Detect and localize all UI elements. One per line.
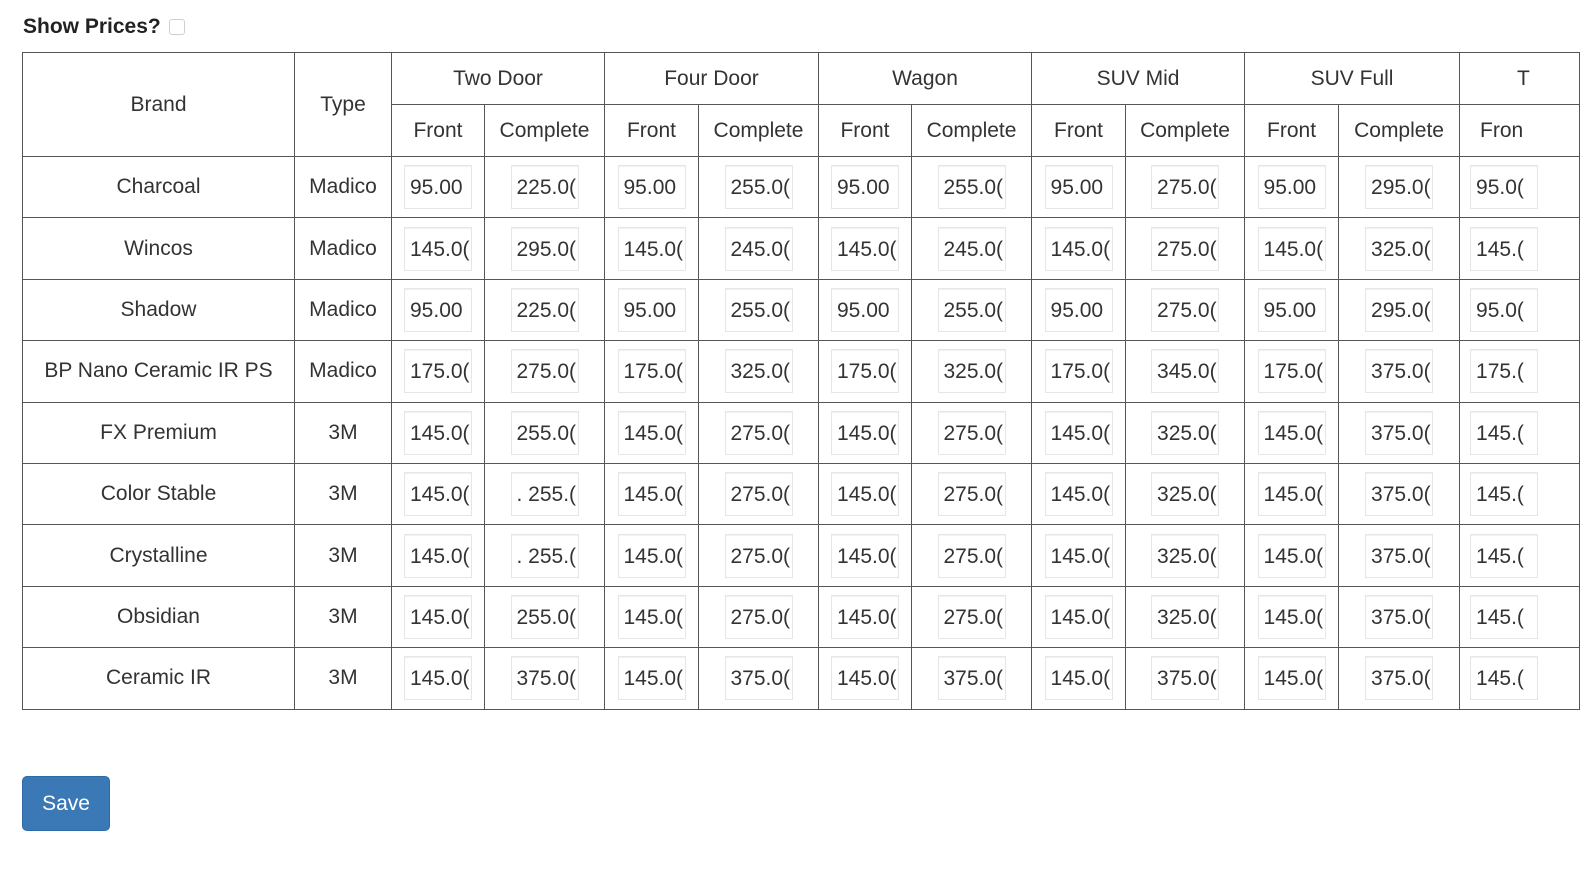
price-cell	[1245, 525, 1339, 586]
price-cell	[1245, 157, 1339, 218]
price-cell	[1339, 341, 1460, 402]
price-input[interactable]: 255.0(	[938, 288, 1006, 332]
group-header: SUV Mid	[1032, 53, 1245, 105]
price-cell	[485, 463, 605, 524]
price-cell	[392, 402, 485, 463]
price-cell	[1126, 586, 1245, 647]
price-cell	[1032, 402, 1126, 463]
price-input[interactable]: 245.0(	[725, 227, 793, 271]
price-cell	[1339, 525, 1460, 586]
price-input[interactable]: 145.0(	[404, 534, 472, 578]
show-prices-toggle	[23, 14, 185, 40]
price-input[interactable]: 375.0(	[1365, 656, 1433, 700]
sub-header: Complete	[485, 105, 605, 157]
price-input[interactable]: 145.0(	[1258, 411, 1326, 455]
price-input[interactable]: 145.0(	[1258, 656, 1326, 700]
brand-cell: Obsidian	[23, 586, 295, 647]
type-cell: 3M	[295, 586, 392, 647]
price-input[interactable]: 145.0(	[618, 656, 686, 700]
price-input[interactable]: 95.00	[618, 165, 686, 209]
price-cell	[1032, 648, 1126, 709]
price-cell	[605, 463, 699, 524]
table-row	[23, 525, 1580, 586]
type-cell: Madico	[295, 157, 392, 218]
price-input[interactable]: . 255.(	[511, 472, 579, 516]
price-input[interactable]: 145.0(	[1045, 411, 1113, 455]
group-header: Two Door	[392, 53, 605, 105]
price-cell	[605, 648, 699, 709]
price-input[interactable]: 275.0(	[725, 411, 793, 455]
price-input[interactable]: 275.0(	[725, 534, 793, 578]
price-input[interactable]: 295.0(	[1365, 165, 1433, 209]
table-row	[23, 157, 1580, 218]
price-input[interactable]: 145.(	[1470, 534, 1538, 578]
brand-cell: Crystalline	[23, 525, 295, 586]
price-input[interactable]: 375.0(	[938, 656, 1006, 700]
price-cell	[1245, 463, 1339, 524]
price-input[interactable]: 145.0(	[831, 227, 899, 271]
price-input[interactable]: 275.0(	[938, 595, 1006, 639]
group-header: T	[1460, 53, 1580, 105]
price-cell	[1032, 218, 1126, 279]
table-row	[23, 586, 1580, 647]
price-cell	[1032, 279, 1126, 340]
brand-header: Brand	[23, 53, 295, 157]
sub-header: Complete	[699, 105, 819, 157]
price-input[interactable]: 145.0(	[1045, 595, 1113, 639]
price-input[interactable]: 145.(	[1470, 595, 1538, 639]
price-input[interactable]: 145.0(	[1258, 472, 1326, 516]
sub-header: Front	[819, 105, 912, 157]
price-input[interactable]: 145.0(	[404, 472, 472, 516]
price-cell	[1339, 279, 1460, 340]
price-input[interactable]: 145.0(	[1045, 656, 1113, 700]
sub-header: Front	[392, 105, 485, 157]
price-cell	[819, 218, 912, 279]
price-cell	[1460, 218, 1580, 279]
price-input[interactable]: 95.00	[831, 288, 899, 332]
group-header: Four Door	[605, 53, 819, 105]
price-cell	[392, 586, 485, 647]
price-cell	[1339, 218, 1460, 279]
price-cell	[1339, 648, 1460, 709]
table-row	[23, 218, 1580, 279]
price-cell	[1339, 402, 1460, 463]
sub-header: Front	[1032, 105, 1126, 157]
price-input[interactable]: 245.0(	[938, 227, 1006, 271]
price-cell	[485, 279, 605, 340]
price-cell	[1339, 586, 1460, 647]
price-input[interactable]: 95.00	[1258, 165, 1326, 209]
price-cell	[1245, 586, 1339, 647]
price-cell	[699, 648, 819, 709]
price-cell	[1460, 586, 1580, 647]
price-cell	[1126, 157, 1245, 218]
price-input[interactable]: 145.0(	[831, 595, 899, 639]
price-input[interactable]: 325.0(	[1151, 472, 1219, 516]
price-cell	[699, 157, 819, 218]
price-cell	[699, 279, 819, 340]
price-input[interactable]: 145.0(	[831, 656, 899, 700]
price-cell	[699, 341, 819, 402]
price-input[interactable]: 145.0(	[404, 656, 472, 700]
price-input[interactable]: 175.0(	[404, 349, 472, 393]
show-prices-label: Show Prices?	[23, 15, 161, 38]
price-cell	[1126, 341, 1245, 402]
price-cell	[605, 341, 699, 402]
show-prices-checkbox[interactable]	[169, 19, 185, 35]
price-cell	[605, 279, 699, 340]
price-input[interactable]: 275.0(	[938, 534, 1006, 578]
price-cell	[912, 586, 1032, 647]
price-input[interactable]: 175.0(	[831, 349, 899, 393]
type-cell: 3M	[295, 463, 392, 524]
price-input[interactable]: 95.00	[831, 165, 899, 209]
price-input[interactable]: 345.0(	[1151, 349, 1219, 393]
price-input[interactable]: 255.0(	[725, 288, 793, 332]
price-input[interactable]: 145.0(	[404, 227, 472, 271]
type-cell: 3M	[295, 648, 392, 709]
table-row	[23, 279, 1580, 340]
price-cell	[392, 648, 485, 709]
type-cell: 3M	[295, 402, 392, 463]
price-cell	[912, 463, 1032, 524]
price-input[interactable]: 255.0(	[725, 165, 793, 209]
price-input[interactable]: 275.0(	[1151, 227, 1219, 271]
price-input[interactable]: 95.00	[404, 288, 472, 332]
price-cell	[1126, 279, 1245, 340]
brand-cell: Charcoal	[23, 157, 295, 218]
price-input[interactable]: 255.0(	[938, 165, 1006, 209]
price-cell	[1126, 648, 1245, 709]
sub-header: Complete	[1126, 105, 1245, 157]
type-cell: Madico	[295, 341, 392, 402]
price-cell	[819, 279, 912, 340]
price-cell	[1245, 648, 1339, 709]
price-input[interactable]: 375.0(	[1151, 656, 1219, 700]
price-input[interactable]: 295.0(	[511, 227, 579, 271]
price-input[interactable]: 145.0(	[404, 595, 472, 639]
price-input[interactable]: 325.0(	[1151, 595, 1219, 639]
price-input[interactable]: 375.0(	[1365, 349, 1433, 393]
price-cell	[392, 157, 485, 218]
price-cell	[485, 341, 605, 402]
price-cell	[1460, 463, 1580, 524]
price-input[interactable]: 175.0(	[1258, 349, 1326, 393]
price-input[interactable]: 295.0(	[1365, 288, 1433, 332]
sub-header: Front	[1245, 105, 1339, 157]
price-cell	[1126, 525, 1245, 586]
price-input[interactable]: 275.0(	[938, 472, 1006, 516]
price-cell	[912, 279, 1032, 340]
price-input[interactable]: 145.(	[1470, 472, 1538, 516]
price-input[interactable]: 145.0(	[1045, 472, 1113, 516]
price-cell	[819, 402, 912, 463]
price-table	[22, 52, 1580, 710]
price-input[interactable]: 95.00	[1045, 165, 1113, 209]
price-cell	[1245, 279, 1339, 340]
price-input[interactable]: 95.00	[618, 288, 686, 332]
price-cell	[1032, 341, 1126, 402]
price-input[interactable]: 275.0(	[511, 349, 579, 393]
price-cell	[392, 463, 485, 524]
price-cell	[605, 525, 699, 586]
price-cell	[1460, 157, 1580, 218]
sub-header: Front	[605, 105, 699, 157]
price-input[interactable]: 255.0(	[511, 595, 579, 639]
price-cell	[1245, 218, 1339, 279]
price-cell	[1032, 463, 1126, 524]
price-input[interactable]: 145.0(	[618, 534, 686, 578]
brand-cell: Color Stable	[23, 463, 295, 524]
price-cell	[819, 525, 912, 586]
price-input[interactable]: 145.(	[1470, 411, 1538, 455]
price-input[interactable]: 375.0(	[1365, 595, 1433, 639]
price-input[interactable]: 175.0(	[618, 349, 686, 393]
price-cell	[392, 279, 485, 340]
price-cell	[819, 648, 912, 709]
price-cell	[485, 157, 605, 218]
price-input[interactable]: 375.0(	[1365, 472, 1433, 516]
price-cell	[912, 157, 1032, 218]
price-input[interactable]: 325.0(	[1151, 534, 1219, 578]
price-input[interactable]: 275.0(	[725, 472, 793, 516]
price-input[interactable]: 375.0(	[511, 656, 579, 700]
price-input[interactable]: 325.0(	[1151, 411, 1219, 455]
price-cell	[485, 525, 605, 586]
price-input[interactable]: 145.0(	[618, 595, 686, 639]
price-cell	[1126, 402, 1245, 463]
price-input[interactable]: 175.0(	[1045, 349, 1113, 393]
price-cell	[1245, 341, 1339, 402]
price-input[interactable]: 375.0(	[1365, 534, 1433, 578]
price-input[interactable]: 275.0(	[1151, 165, 1219, 209]
brand-cell: BP Nano Ceramic IR PS	[23, 341, 295, 402]
price-cell	[1126, 463, 1245, 524]
price-cell	[912, 525, 1032, 586]
price-input[interactable]: 275.0(	[725, 595, 793, 639]
price-cell	[392, 341, 485, 402]
price-cell	[1032, 157, 1126, 218]
price-cell	[485, 402, 605, 463]
price-input[interactable]: 145.0(	[831, 472, 899, 516]
price-input[interactable]: 145.0(	[1258, 227, 1326, 271]
price-cell	[1126, 218, 1245, 279]
price-input[interactable]: . 255.(	[511, 534, 579, 578]
price-cell	[912, 402, 1032, 463]
type-cell: 3M	[295, 525, 392, 586]
price-input[interactable]: 325.0(	[1365, 227, 1433, 271]
price-input[interactable]: 225.0(	[511, 165, 579, 209]
price-cell	[912, 648, 1032, 709]
price-input[interactable]: 145.0(	[404, 411, 472, 455]
price-cell	[605, 586, 699, 647]
group-header: SUV Full	[1245, 53, 1460, 105]
table-row	[23, 341, 1580, 402]
price-input[interactable]: 145.(	[1470, 656, 1538, 700]
price-cell	[699, 402, 819, 463]
price-input[interactable]: 175.(	[1470, 349, 1538, 393]
price-cell	[1460, 279, 1580, 340]
price-cell	[912, 341, 1032, 402]
type-cell: Madico	[295, 218, 392, 279]
price-input[interactable]: 325.0(	[938, 349, 1006, 393]
brand-cell: Shadow	[23, 279, 295, 340]
table-row	[23, 648, 1580, 709]
price-cell	[819, 341, 912, 402]
price-input[interactable]: 145.0(	[1045, 227, 1113, 271]
price-input[interactable]: 95.0(	[1470, 288, 1538, 332]
price-cell	[819, 157, 912, 218]
price-input[interactable]: 145.(	[1470, 227, 1538, 271]
price-cell	[1032, 525, 1126, 586]
price-cell	[699, 586, 819, 647]
table-body	[23, 157, 1580, 710]
table-row	[23, 463, 1580, 524]
price-input[interactable]: 255.0(	[511, 411, 579, 455]
price-input[interactable]: 145.0(	[1045, 534, 1113, 578]
price-cell	[1339, 157, 1460, 218]
price-cell	[392, 525, 485, 586]
price-input[interactable]: 375.0(	[1365, 411, 1433, 455]
price-cell	[1460, 648, 1580, 709]
price-cell	[699, 525, 819, 586]
price-cell	[485, 648, 605, 709]
price-input[interactable]: 145.0(	[618, 411, 686, 455]
price-cell	[605, 157, 699, 218]
price-cell	[605, 402, 699, 463]
price-input[interactable]: 275.0(	[1151, 288, 1219, 332]
price-cell	[1339, 463, 1460, 524]
price-input[interactable]: 145.0(	[831, 534, 899, 578]
table-row	[23, 402, 1580, 463]
sub-header: Complete	[912, 105, 1032, 157]
price-cell	[912, 218, 1032, 279]
price-cell	[1032, 586, 1126, 647]
brand-cell: Wincos	[23, 218, 295, 279]
price-cell	[1460, 402, 1580, 463]
price-input[interactable]: 145.0(	[618, 227, 686, 271]
price-cell	[485, 218, 605, 279]
price-cell	[605, 218, 699, 279]
group-header: Wagon	[819, 53, 1032, 105]
price-cell	[1460, 525, 1580, 586]
price-input[interactable]: 325.0(	[725, 349, 793, 393]
price-input[interactable]: 95.0(	[1470, 165, 1538, 209]
price-input[interactable]: 145.0(	[1258, 534, 1326, 578]
price-cell	[1460, 341, 1580, 402]
price-cell	[819, 463, 912, 524]
price-cell	[392, 218, 485, 279]
group-header-row	[23, 53, 1580, 105]
type-header: Type	[295, 53, 392, 157]
price-cell	[485, 586, 605, 647]
brand-cell: FX Premium	[23, 402, 295, 463]
price-cell	[699, 463, 819, 524]
price-input[interactable]: 145.0(	[618, 472, 686, 516]
price-input[interactable]: 95.00	[1045, 288, 1113, 332]
price-input[interactable]: 225.0(	[511, 288, 579, 332]
price-input[interactable]: 145.0(	[1258, 595, 1326, 639]
sub-header: Fron	[1460, 105, 1580, 157]
price-input[interactable]: 95.00	[1258, 288, 1326, 332]
type-cell: Madico	[295, 279, 392, 340]
price-input[interactable]: 375.0(	[725, 656, 793, 700]
price-cell	[699, 218, 819, 279]
brand-cell: Ceramic IR	[23, 648, 295, 709]
save-button[interactable]: Save	[22, 776, 110, 831]
price-cell	[1245, 402, 1339, 463]
sub-header: Complete	[1339, 105, 1460, 157]
price-input[interactable]: 95.00	[404, 165, 472, 209]
price-input[interactable]: 275.0(	[938, 411, 1006, 455]
price-input[interactable]: 145.0(	[831, 411, 899, 455]
price-cell	[819, 586, 912, 647]
